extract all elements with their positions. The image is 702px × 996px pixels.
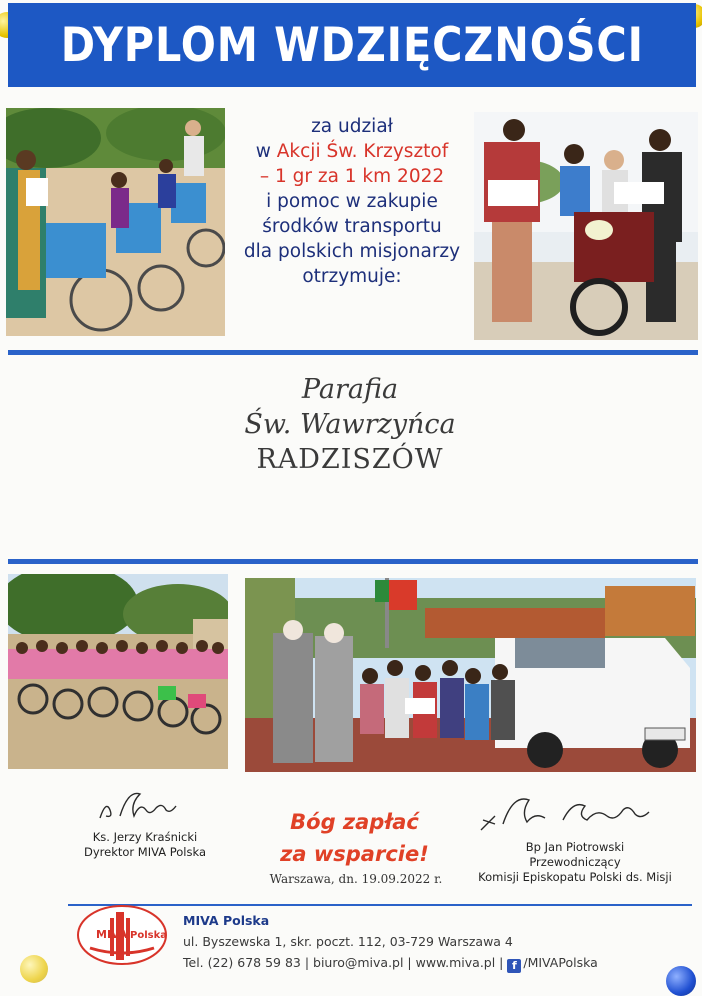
award-line-5: środków transportu: [262, 216, 442, 237]
footer-contact: [183, 910, 598, 973]
recipient-line-2: Św. Wawrzyńca: [244, 409, 456, 440]
divider-top: [8, 350, 698, 355]
signature-left-title: Dyrektor MIVA Polska: [83, 845, 207, 859]
pin-bottom-right: [666, 966, 696, 996]
recipient: [150, 372, 550, 477]
signature-right: [470, 790, 680, 885]
signature-left-scribble: [90, 788, 200, 830]
signature-right-title-1: Przewodniczący: [529, 855, 621, 869]
signature-right-title-2: Komisji Episkopatu Polski ds. Misji: [478, 870, 672, 884]
award-line-7: otrzymuje:: [302, 266, 402, 287]
photo-bicycles: [8, 574, 228, 769]
award-line-6: dla polskich misjonarzy: [243, 241, 461, 262]
footer-facebook: /MIVAPolska: [523, 955, 598, 970]
facebook-icon: f: [507, 959, 521, 973]
recipient-line-3: RADZISZÓW: [256, 444, 444, 475]
award-line-2-prefix: w: [255, 141, 277, 162]
footer-address: ul. Byszewska 1, skr. poczt. 112, 03-729 Warszawa 4: [183, 934, 513, 949]
photo-tricycles: [6, 108, 225, 336]
thanks-message: [262, 806, 447, 870]
award-line-2: [228, 139, 476, 164]
signature-left-name: Ks. Jerzy Kraśnicki: [92, 830, 198, 844]
award-line-4: i pomoc w zakupie: [266, 191, 438, 212]
recipient-line-1: Parafia: [301, 374, 399, 405]
award-line-1: za udział: [311, 116, 393, 137]
photo-motorcycle: [474, 112, 698, 340]
signature-right-name: Bp Jan Piotrowski: [525, 840, 625, 854]
campaign-name: Akcji Św. Krzysztof: [276, 141, 449, 162]
footer-contact-line: [183, 952, 598, 973]
footer-contact-text: Tel. (22) 678 59 83 | biuro@miva.pl | www.miva.pl |: [183, 955, 504, 970]
title-banner: [8, 3, 696, 87]
award-text: [228, 114, 476, 289]
pin-bottom-left: [20, 955, 48, 983]
page-title: DYPLOM WDZIĘCZNOŚCI: [60, 17, 644, 73]
thanks-line-1: Bóg zapłać: [290, 810, 419, 834]
signature-left: [70, 788, 220, 860]
thanks-line-2: za wsparcie!: [280, 842, 429, 866]
issue-date: Warszawa, dn. 19.09.2022 r.: [269, 872, 443, 886]
miva-logo: [76, 904, 168, 966]
logo-text-left: MIVA: [96, 928, 128, 941]
divider-middle: [8, 559, 698, 564]
footer-org: MIVA Polska: [183, 913, 270, 928]
logo-text-right: Polska: [130, 930, 167, 941]
award-line-3: – 1 gr za 1 km 2022: [259, 166, 445, 187]
signature-right-scribble: [475, 790, 675, 840]
photo-group-truck: [245, 578, 696, 772]
